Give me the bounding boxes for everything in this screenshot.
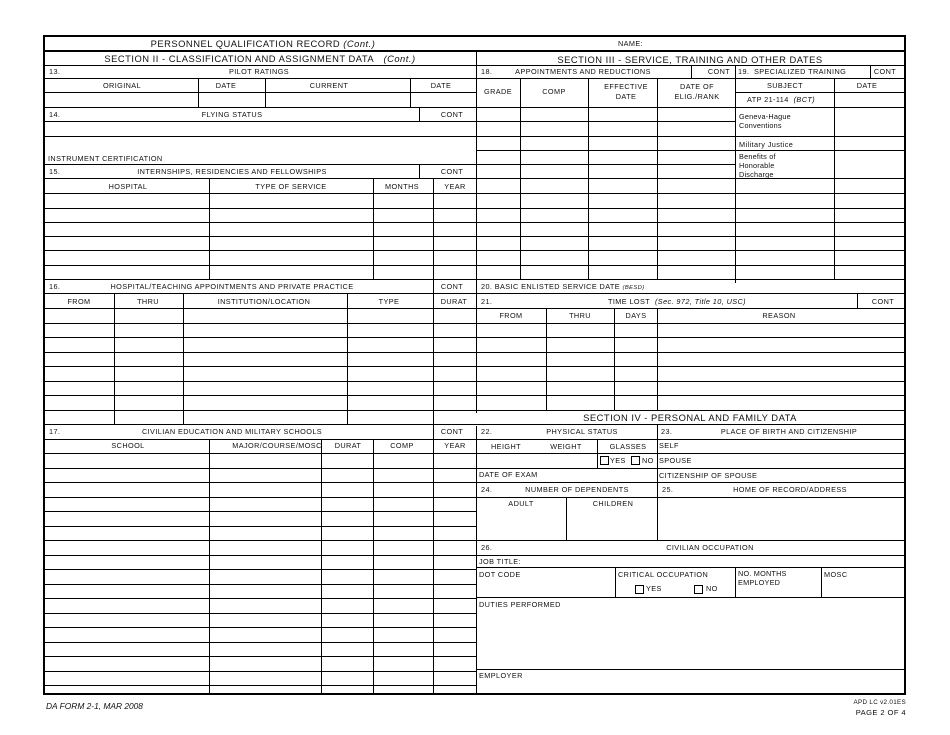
b13-col-current: CURRENT — [309, 81, 349, 90]
page-number: PAGE 2 OF 4 — [855, 708, 906, 717]
benefits-honorable-discharge-label: Benefits of Honorable Discharge — [739, 152, 776, 179]
b15-col-type-of-service: TYPE OF SERVICE — [255, 182, 327, 191]
b17-col-school: SCHOOL — [111, 441, 145, 450]
b19-col-date: DATE — [856, 81, 878, 90]
block-16-title: HOSPITAL/TEACHING APPOINTMENTS AND PRIVATE PRACTICE — [110, 282, 354, 291]
block-20-label: 20. BASIC ENLISTED SERVICE DATE (BESD) — [481, 282, 645, 291]
b13-col-original: ORIGINAL — [102, 81, 142, 90]
b17-col-major: MAJOR/COURSE/MOSC — [232, 441, 322, 450]
block-23-title: PLACE OF BIRTH AND CITIZENSHIP — [720, 427, 858, 436]
b18-col-comp: COMP — [542, 87, 566, 96]
block-22-number: 22. — [481, 427, 493, 436]
b21-col-from: FROM — [499, 311, 523, 320]
b15-col-hospital: HOSPITAL — [108, 182, 148, 191]
instrument-certification-label: INSTRUMENT CERTIFICATION — [48, 154, 163, 163]
critical-no-label: NO — [706, 584, 718, 593]
military-justice-label: Military Justice — [739, 140, 794, 149]
spouse-label: SPOUSE — [659, 456, 692, 465]
b16-col-type: TYPE — [378, 297, 400, 306]
b22-col-glasses: GLASSES — [609, 442, 647, 451]
months-employed-label: NO. MONTHS EMPLOYED — [738, 569, 787, 587]
block-21-title: TIME LOST (Sec. 972, Title 10, USC) — [607, 297, 747, 306]
section-4-title: SECTION IV - PERSONAL AND FAMILY DATA — [583, 412, 797, 423]
block-22-title: PHYSICAL STATUS — [546, 427, 618, 436]
duties-performed-label: DUTIES PERFORMED — [479, 600, 561, 609]
glasses-no-label: NO — [642, 456, 654, 465]
b19-col-subject: SUBJECT — [766, 81, 804, 90]
job-title-label: JOB TITLE: — [479, 557, 521, 566]
block-24-number: 24. — [481, 485, 493, 494]
b18-cont: CONT — [707, 67, 731, 76]
b16-col-thru: THRU — [137, 297, 159, 306]
children-label: CHILDREN — [592, 499, 634, 508]
block-15-number: 15. — [49, 167, 61, 176]
b14-cont: CONT — [440, 110, 464, 119]
b17-col-comp: COMP — [390, 441, 414, 450]
name-label: NAME: — [618, 39, 644, 48]
block-16-number: 16. — [49, 282, 61, 291]
employer-label: EMPLOYER — [479, 671, 523, 680]
atp-21-114-label: ATP 21-114 (BCT) — [747, 95, 816, 104]
block-18-title: APPOINTMENTS AND REDUCTIONS — [515, 67, 651, 76]
block-23-number: 23. — [661, 427, 673, 436]
version-label: APD LC v2.01ES — [853, 699, 906, 706]
block-26-number: 26. — [481, 543, 493, 552]
b16-cont: CONT — [440, 282, 464, 291]
block-13-number: 13. — [49, 67, 61, 76]
b22-col-height: HEIGHT — [491, 442, 521, 451]
geneva-hague-label: Geneva-Hague Conventions — [739, 112, 791, 130]
date-of-exam-label: DATE OF EXAM — [479, 470, 538, 479]
b18-col-grade: GRADE — [484, 87, 512, 96]
block-13-title: PILOT RATINGS — [228, 67, 290, 76]
b22-col-weight: WEIGHT — [550, 442, 582, 451]
b13-col-date: DATE — [215, 81, 237, 90]
critical-no-checkbox[interactable] — [694, 585, 703, 594]
b17-col-durat: DURAT — [334, 441, 362, 450]
critical-occupation-label: CRITICAL OCCUPATION — [618, 570, 709, 579]
b16-col-from: FROM — [67, 297, 91, 306]
b21-col-reason: REASON — [762, 311, 796, 320]
glasses-no-checkbox[interactable] — [631, 456, 640, 465]
block-25-title: HOME OF RECORD/ADDRESS — [733, 485, 847, 494]
form-number: DA FORM 2-1, MAR 2008 — [46, 701, 143, 711]
b21-cont: CONT — [871, 297, 895, 306]
adult-label: ADULT — [508, 499, 534, 508]
b18-col-date-of: DATE OF — [680, 82, 714, 91]
dot-code-label: DOT CODE — [479, 570, 521, 579]
block-15-title: INTERNSHIPS, RESIDENCIES AND FELLOWSHIPS — [137, 167, 327, 176]
critical-yes-label: YES — [646, 584, 662, 593]
block-18-number: 18. — [481, 67, 493, 76]
glasses-yes-label: YES — [610, 456, 626, 465]
block-19-number: 19. — [738, 67, 750, 76]
b16-col-durat: DURAT — [440, 297, 468, 306]
b18-col-date: DATE — [615, 92, 637, 101]
block-14-number: 14. — [49, 110, 61, 119]
b13-col-date-2: DATE — [430, 81, 452, 90]
b16-col-institution: INSTITUTION/LOCATION — [217, 297, 311, 306]
self-label: SELF — [659, 441, 679, 450]
b15-col-year: YEAR — [444, 182, 466, 191]
b17-cont: CONT — [440, 427, 464, 436]
b21-col-days: DAYS — [625, 311, 647, 320]
section-3-title: SECTION III - SERVICE, TRAINING AND OTHER DATES — [557, 54, 823, 65]
block-26-title: CIVILIAN OCCUPATION — [666, 543, 754, 552]
block-21-number: 21. — [481, 297, 493, 306]
block-14-title: FLYING STATUS — [201, 110, 263, 119]
mosc-label: MOSC — [824, 570, 848, 579]
b15-col-months: MONTHS — [384, 182, 420, 191]
form-page-2 — [43, 35, 906, 695]
b19-cont: CONT — [873, 67, 897, 76]
glasses-yes-checkbox[interactable] — [600, 456, 609, 465]
block-24-title: NUMBER OF DEPENDENTS — [525, 485, 629, 494]
block-17-number: 17. — [49, 427, 61, 436]
b15-cont: CONT — [440, 167, 464, 176]
block-25-number: 25. — [662, 485, 674, 494]
b21-col-thru: THRU — [569, 311, 591, 320]
b17-col-year: YEAR — [444, 441, 466, 450]
citizenship-of-spouse-label: CITIZENSHIP OF SPOUSE — [659, 471, 758, 480]
form-title: PERSONNEL QUALIFICATION RECORD (Cont.) — [150, 38, 376, 49]
critical-yes-checkbox[interactable] — [635, 585, 644, 594]
block-17-title: CIVILIAN EDUCATION AND MILITARY SCHOOLS — [141, 427, 323, 436]
b18-col-effective: EFFECTIVE — [604, 82, 648, 91]
section-2-title: SECTION II - CLASSIFICATION AND ASSIGNMENT DATA (Cont.) — [104, 53, 416, 64]
block-19-title: SPECIALIZED TRAINING — [754, 67, 847, 76]
b18-col-elig-rank: ELIG./RANK — [674, 92, 720, 101]
